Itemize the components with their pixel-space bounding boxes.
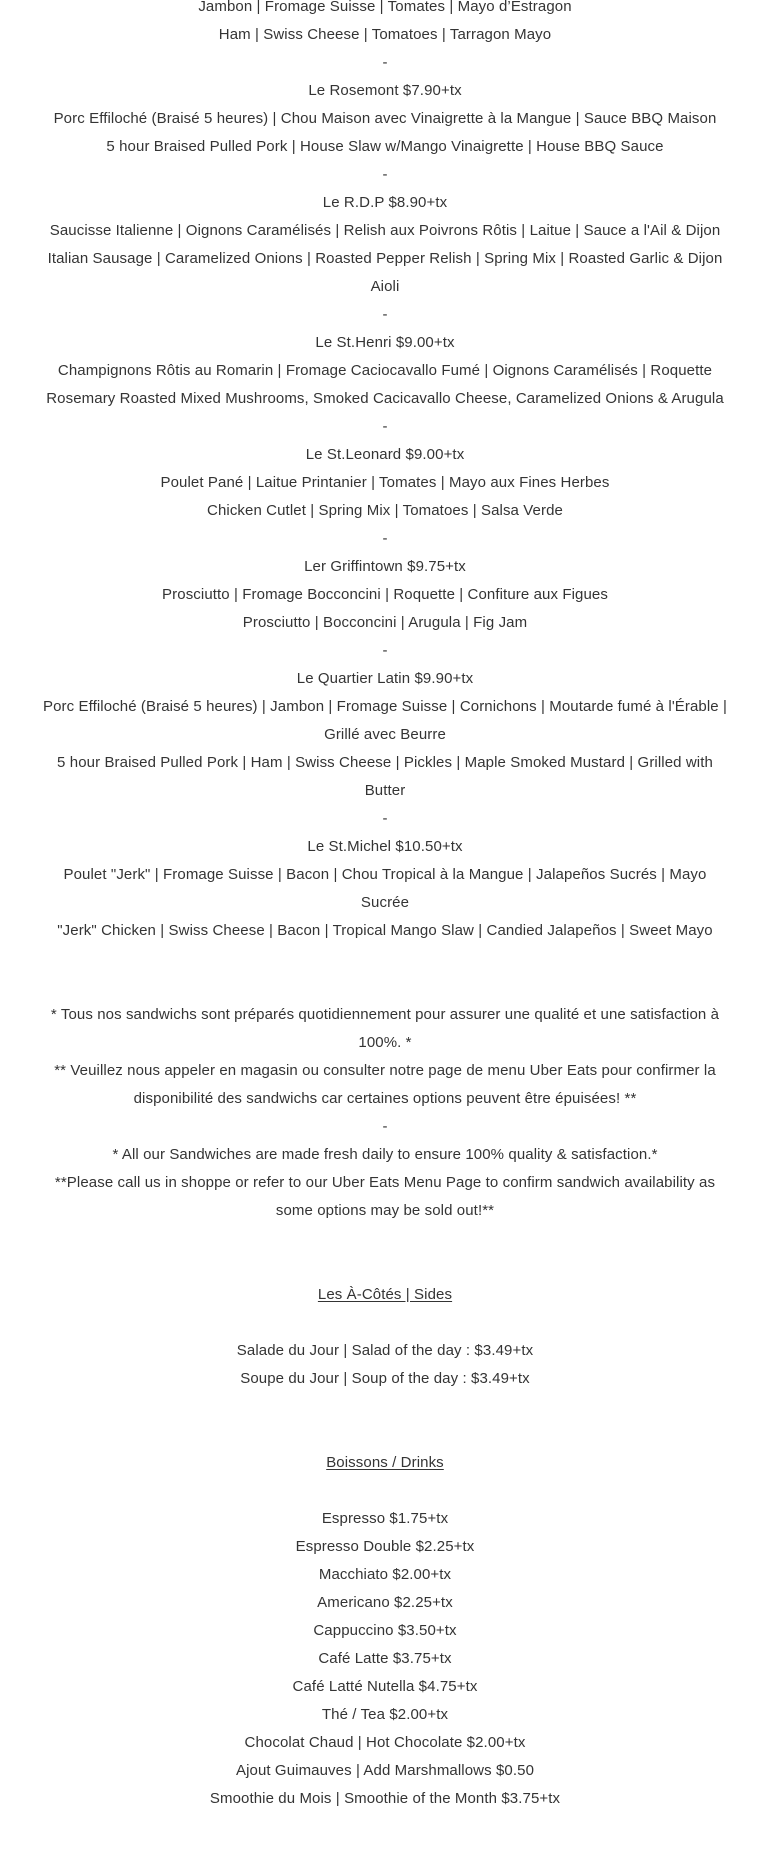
drinks-section (38, 1449, 732, 1813)
sandwich-title (38, 665, 732, 693)
drink-item: Macchiato $2.00+tx (318, 1566, 452, 1583)
sandwich-price: $8.90+tx (388, 194, 448, 211)
note-en: **Please call us in shoppe or refer to our Uber Eats Menu Page to confirm sandwich availability as some options may be sold out!** (54, 1174, 716, 1219)
notes-separator: - (382, 1118, 388, 1135)
sandwich-desc-fr: Prosciutto | Fromage Bocconcini | Roquette | Confiture aux Figues (162, 586, 608, 603)
sandwich-name: Ler Griffintown (304, 558, 403, 575)
drink-item: Café Latte $3.75+tx (318, 1650, 452, 1667)
sandwich-title (38, 553, 732, 581)
sandwich-price: $9.90+tx (414, 670, 474, 687)
notes-fr (38, 1001, 732, 1113)
sandwich-name: Le St.Henri (315, 334, 392, 351)
sandwich-desc-en: Rosemary Roasted Mixed Mushrooms, Smoked Cacicavallo Cheese, Caramelized Onions & Arugula (46, 390, 724, 407)
sandwich-price: $7.90+tx (402, 82, 462, 99)
item-separator: - (382, 418, 388, 435)
sandwich-desc-fr: Jambon | Fromage Suisse | Tomates | Mayo d’Estragon (198, 0, 572, 15)
sandwich-name: Le Rosemont (308, 82, 399, 99)
drink-item: Espresso Double $2.25+tx (295, 1538, 475, 1555)
item-separator: - (382, 642, 388, 659)
sandwich-list (38, 49, 732, 945)
sandwich-desc-fr: Champignons Rôtis au Romarin | Fromage Caciocavallo Fumé | Oignons Caramélisés | Roquette (57, 362, 713, 379)
drink-item: Thé / Tea $2.00+tx (321, 1706, 449, 1723)
sandwich-desc-fr: Porc Effiloché (Braisé 5 heures) | Jambon | Fromage Suisse | Cornichons | Moutarde fumé à l'Érable | Grillé avec Beurre (42, 698, 728, 743)
item-separator: - (382, 166, 388, 183)
sandwich-title (38, 189, 732, 217)
side-item: Salade du Jour | Salad of the day : $3.49+tx (236, 1342, 534, 1359)
drink-item: Chocolat Chaud | Hot Chocolate $2.00+tx (244, 1734, 526, 1751)
sides-heading: Les À-Côtés | Sides (317, 1286, 453, 1303)
drink-item: Cappuccino $3.50+tx (313, 1622, 457, 1639)
item-separator: - (382, 530, 388, 547)
sandwich-price: $9.00+tx (395, 334, 455, 351)
note-en: * All our Sandwiches are made fresh daily to ensure 100% quality & satisfaction.* (112, 1146, 658, 1163)
sandwich-desc-fr: Poulet "Jerk" | Fromage Suisse | Bacon | Chou Tropical à la Mangue | Jalapeños Sucrés | Mayo Sucrée (63, 866, 707, 911)
sandwich-desc-fr: Poulet Pané | Laitue Printanier | Tomates | Mayo aux Fines Herbes (160, 474, 610, 491)
sandwich-desc-en: Chicken Cutlet | Spring Mix | Tomatoes | Salsa Verde (207, 502, 563, 519)
sandwich-price: $9.75+tx (407, 558, 466, 575)
sandwich-desc-en: 5 hour Braised Pulled Pork | House Slaw w/Mango Vinaigrette | House BBQ Sauce (106, 138, 664, 155)
sandwich-desc-fr: Saucisse Italienne | Oignons Caramélisés | Relish aux Poivrons Rôtis | Laitue | Sauce a l'Ail & Dijon (49, 222, 721, 239)
sandwich-desc-fr: Porc Effiloché (Braisé 5 heures) | Chou Maison avec Vinaigrette à la Mangue | Sauce BBQ Maison (53, 110, 717, 127)
sandwich-desc-en: Prosciutto | Bocconcini | Arugula | Fig Jam (242, 614, 528, 631)
sandwich-title (38, 329, 732, 357)
item-separator: - (382, 810, 388, 827)
side-item: Soupe du Jour | Soup of the day : $3.49+tx (240, 1370, 530, 1387)
item-separator: - (382, 54, 388, 71)
sandwich-title (38, 77, 732, 105)
sandwich-title (38, 833, 732, 861)
sandwich-desc-en: 5 hour Braised Pulled Pork | Ham | Swiss Cheese | Pickles | Maple Smoked Mustard | Grilled with Butter (57, 754, 713, 799)
sandwich-desc-en: "Jerk" Chicken | Swiss Cheese | Bacon | Tropical Mango Slaw | Candied Jalapeños | Sweet Mayo (57, 922, 713, 939)
sides-list (38, 1337, 732, 1393)
drink-item: Espresso $1.75+tx (321, 1510, 449, 1527)
sandwich-name: Le St.Leonard (305, 446, 402, 463)
sandwich-desc-en: Italian Sausage | Caramelized Onions | Roasted Pepper Relish | Spring Mix | Roasted Garlic & Dijon Aioli (47, 250, 723, 295)
notes-en (38, 1141, 732, 1225)
drink-item: Ajout Guimauves | Add Marshmallows $0.50 (235, 1762, 535, 1779)
sandwich-price: $10.50+tx (395, 838, 463, 855)
sandwich-title (38, 441, 732, 469)
sandwich-price: $9.00+tx (405, 446, 465, 463)
note-fr: * Tous nos sandwichs sont préparés quotidiennement pour assurer une qualité et une satisfaction à 100%. * (50, 1006, 720, 1051)
drink-item: Americano $2.25+tx (317, 1594, 453, 1611)
drinks-list (38, 1505, 732, 1813)
sandwich-desc-en: Ham | Swiss Cheese | Tomatoes | Tarragon Mayo (218, 26, 552, 43)
sides-section (38, 1281, 732, 1393)
sandwich-name: Le R.D.P (322, 194, 385, 211)
sandwich-section (38, 0, 732, 945)
notes-section (38, 1001, 732, 1225)
item-separator: - (382, 306, 388, 323)
sandwich-name: Le St.Michel (307, 838, 392, 855)
drinks-heading: Boissons / Drinks (326, 1454, 444, 1471)
note-fr: ** Veuillez nous appeler en magasin ou consulter notre page de menu Uber Eats pour confirmer la disponibilité des sandwichs car certaines options peuvent être épuisées! ** (54, 1062, 716, 1107)
drink-item: Café Latté Nutella $4.75+tx (292, 1678, 478, 1695)
drink-item: Smoothie du Mois | Smoothie of the Month $3.75+tx (209, 1790, 561, 1807)
sandwich-name: Le Quartier Latin (296, 670, 411, 687)
